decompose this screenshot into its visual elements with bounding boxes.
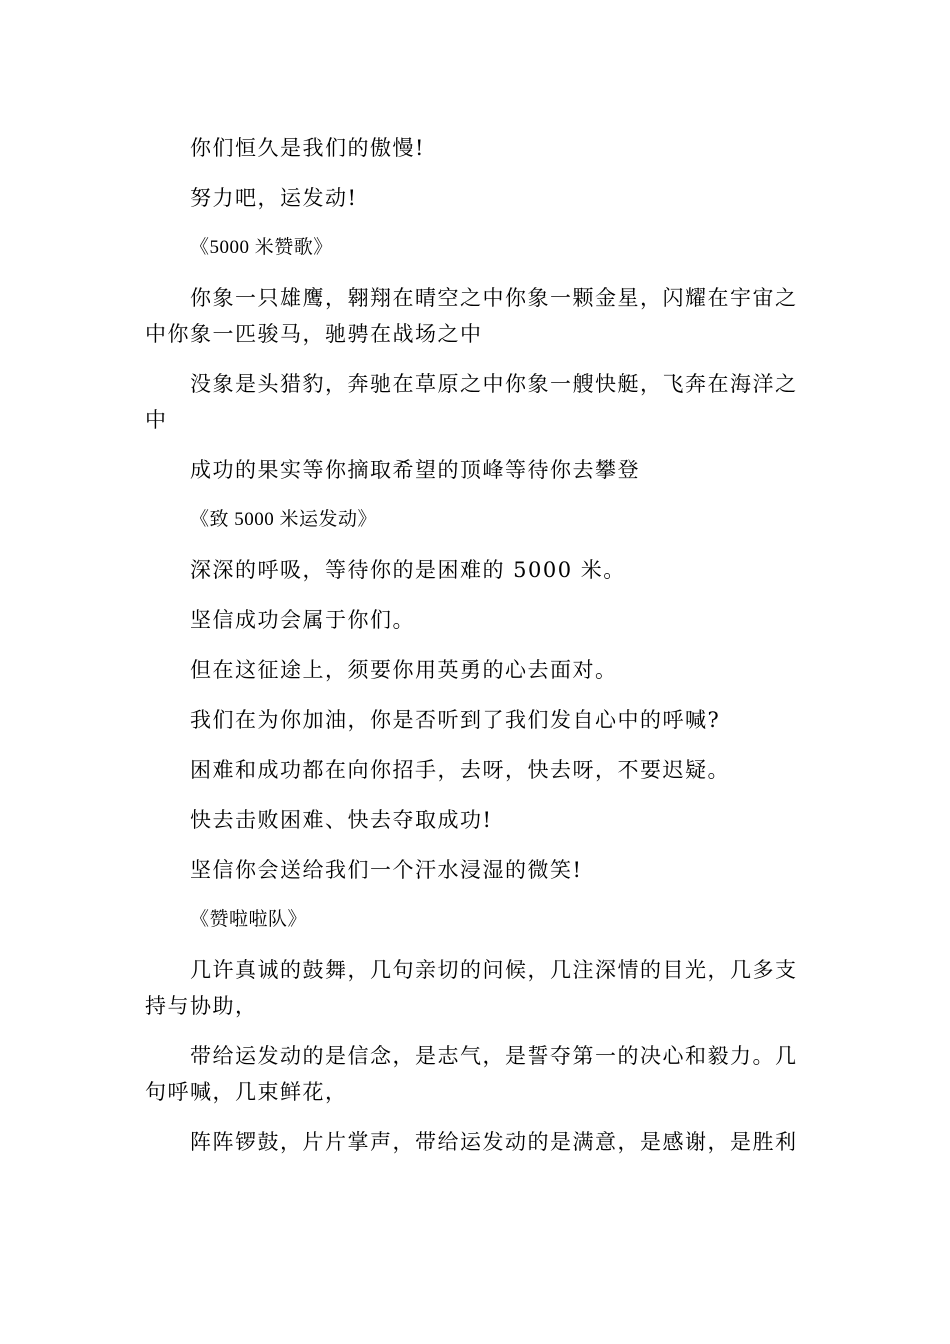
- paragraph: 坚信成功会属于你们。: [190, 608, 415, 632]
- section-title: 《致 5000 米运发动》: [190, 509, 378, 530]
- paragraph: 没象是头猎豹，奔驰在草原之中你象一艘快艇，飞奔在海洋之中: [145, 372, 798, 432]
- paragraph: 带给运发动的是信念，是志气，是誓夺第一的决心和毅力。几句呼喊，几束鲜花，: [145, 1044, 798, 1104]
- paragraph: 快去击败困难、快去夺取成功!: [190, 808, 493, 832]
- paragraph: 你们恒久是我们的傲慢!: [190, 136, 425, 160]
- section-title: 《赞啦啦队》: [190, 909, 308, 930]
- paragraph: 几许真诚的鼓舞，几句亲切的问候，几注深情的目光，几多支持与协助，: [145, 958, 798, 1018]
- section-title: 《5000 米赞歌》: [190, 237, 333, 258]
- paragraph: 你象一只雄鹰，翱翔在晴空之中你象一颗金星，闪耀在宇宙之中你象一匹骏马，驰骋在战场之中: [145, 286, 798, 346]
- paragraph: 阵阵锣鼓，片片掌声，带给运发动的是满意，是感谢，是胜利: [190, 1130, 798, 1154]
- paragraph: 成功的果实等你摘取希望的顶峰等待你去攀登: [190, 458, 640, 482]
- paragraph: 但在这征途上，须要你用英勇的心去面对。: [190, 658, 618, 682]
- paragraph: 深深的呼吸，等待你的是困难的 5000 米。: [190, 558, 626, 582]
- document-body: [145, 130, 810, 1174]
- paragraph: 坚信你会送给我们一个汗水浸湿的微笑!: [190, 858, 583, 882]
- paragraph: 我们在为你加油，你是否听到了我们发自心中的呼喊?: [190, 708, 721, 732]
- paragraph: 努力吧，运发动!: [190, 186, 358, 210]
- paragraph: 困难和成功都在向你招手，去呀，快去呀，不要迟疑。: [190, 758, 730, 782]
